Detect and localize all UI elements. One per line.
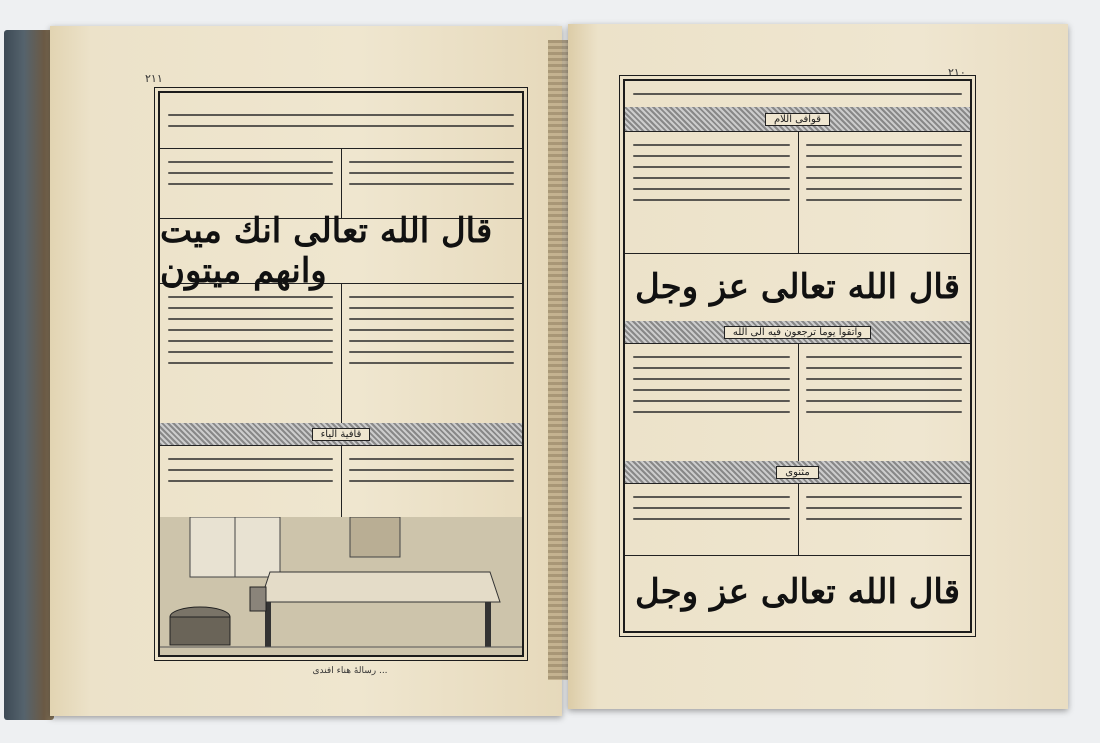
illustration-caption: رسالهٔ هناء افندی ... bbox=[312, 666, 388, 676]
page-number: ٢١١ bbox=[145, 72, 163, 85]
intro-verse bbox=[160, 93, 522, 149]
section-band-top bbox=[625, 107, 970, 132]
calligraphy-heading-1 bbox=[625, 253, 970, 322]
section-band-mid bbox=[625, 321, 970, 344]
left-text-frame bbox=[158, 91, 524, 657]
right-page bbox=[568, 24, 1068, 709]
book-cover-spine bbox=[4, 30, 54, 720]
heading-calligraphy: قال الله تعالى عز وجل bbox=[634, 267, 961, 307]
section-label: مثنوى bbox=[776, 466, 818, 479]
top-verse bbox=[625, 81, 970, 108]
section-label: قافية الياء bbox=[312, 428, 371, 441]
page-number: ٢١٠ bbox=[948, 66, 966, 79]
verse-block-3 bbox=[160, 445, 522, 518]
calligraphy-heading-2 bbox=[625, 555, 970, 629]
right-text-frame bbox=[623, 79, 972, 633]
heading-calligraphy: قال الله تعالى عز وجل bbox=[634, 572, 961, 612]
verse-block-3 bbox=[625, 483, 970, 556]
left-page bbox=[50, 26, 562, 716]
engraved-illustration bbox=[160, 517, 522, 655]
verse-block-1 bbox=[625, 131, 970, 254]
section-band-low bbox=[625, 461, 970, 484]
calligraphy-heading bbox=[160, 210, 522, 291]
section-band bbox=[160, 423, 522, 446]
section-label: واتقوا يوما ترجعون فيه الى الله bbox=[724, 326, 871, 339]
section-label: قوافی اللام bbox=[765, 113, 830, 126]
verse-block-2 bbox=[160, 283, 522, 424]
verse-block-1 bbox=[160, 148, 522, 219]
heading-calligraphy: قال الله تعالى انك ميت وانهم ميتون bbox=[160, 210, 493, 291]
verse-block-2 bbox=[625, 343, 970, 462]
